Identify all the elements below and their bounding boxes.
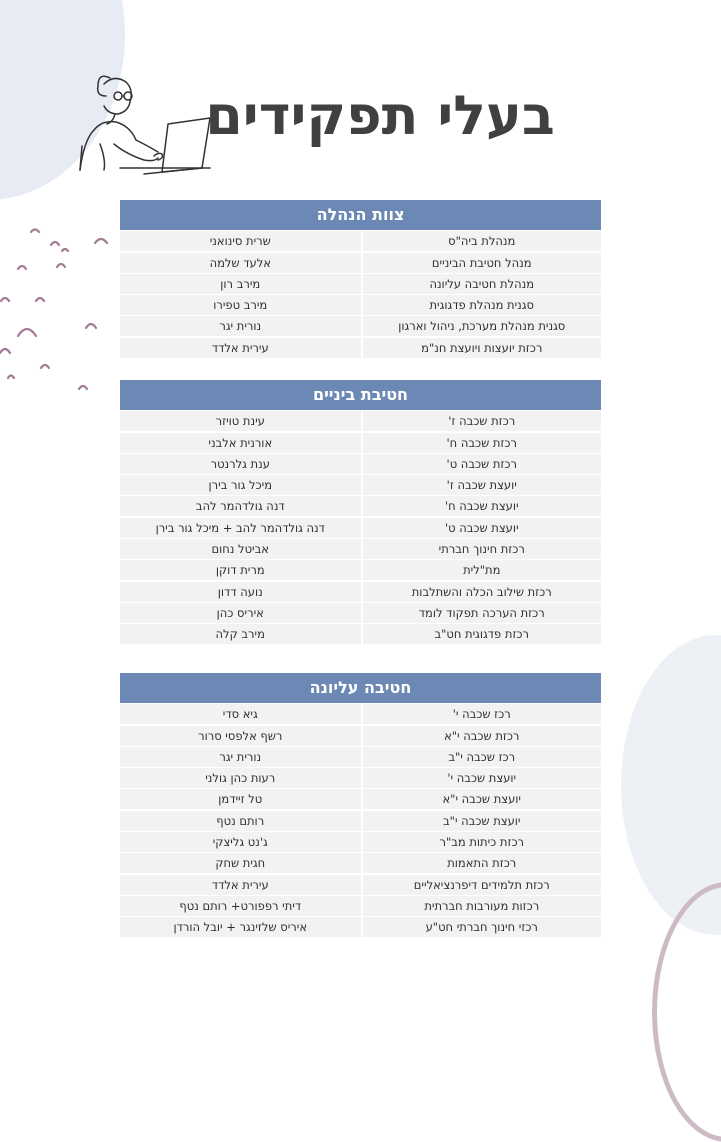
role-cell: יועצת שכבה ט' (361, 518, 602, 538)
name-cell: גיא סדי (120, 704, 361, 724)
name-cell: טל זיידמן (120, 789, 361, 809)
name-cell: אביטל נחום (120, 539, 361, 559)
section-middle-school (120, 380, 601, 644)
table-row (120, 475, 601, 495)
role-cell: מת"לית (361, 560, 602, 580)
section-header: חטיבת ביניים (120, 380, 601, 410)
section-header: חטיבה עליונה (120, 673, 601, 703)
table-row (120, 231, 601, 251)
table-row (120, 433, 601, 453)
role-cell: רכזת פדגוגית חט"ב (361, 624, 602, 644)
role-cell: רכזת התאמות (361, 853, 602, 873)
name-cell: דנה גולדהמר להב (120, 496, 361, 516)
name-cell: עירית אלדד (120, 338, 361, 358)
role-cell: מנהלת חטיבה עליונה (361, 274, 602, 294)
role-cell: יועצת שכבה י' (361, 768, 602, 788)
role-cell: יועצת שכבה י"א (361, 789, 602, 809)
name-cell: חגית שחק (120, 853, 361, 873)
role-cell: מנהלת ביה"ס (361, 231, 602, 251)
table-row (120, 274, 601, 294)
table-row (120, 539, 601, 559)
role-cell: רכזת יועצות ויועצת חנ"מ (361, 338, 602, 358)
name-cell: אורנית אלבני (120, 433, 361, 453)
name-cell: ג'נט גליצקי (120, 832, 361, 852)
name-cell: דיתי רפפורט+ רותם נטף (120, 896, 361, 916)
role-cell: רכזת שכבה י"א (361, 726, 602, 746)
table-row (120, 917, 601, 937)
name-cell: מירב רון (120, 274, 361, 294)
decorative-arc-bottom-right (652, 882, 721, 1142)
name-cell: ענת גלרנטר (120, 454, 361, 474)
name-cell: מירב קלה (120, 624, 361, 644)
table-row (120, 338, 601, 358)
name-cell: איריס כהן (120, 603, 361, 623)
table-row (120, 747, 601, 767)
name-cell: מרית דוקן (120, 560, 361, 580)
role-cell: סגנית מנהלת מערכת, ניהול וארגון (361, 316, 602, 336)
role-cell: יועצת שכבה ח' (361, 496, 602, 516)
table-row (120, 603, 601, 623)
role-cell: יועצת שכבה י"ב (361, 811, 602, 831)
table-row (120, 253, 601, 273)
role-cell: רכזת חינוך חברתי (361, 539, 602, 559)
table-row (120, 726, 601, 746)
role-cell: רכזי חינוך חברתי חט"ע (361, 917, 602, 937)
name-cell: איריס שלזינגר + יובל הורדן (120, 917, 361, 937)
table-row (120, 704, 601, 724)
role-cell: סגנית מנהלת פדגוגית (361, 295, 602, 315)
name-cell: נורית יגר (120, 316, 361, 336)
page-title: בעלי תפקידים (205, 84, 555, 147)
role-cell: רכז שכבה י"ב (361, 747, 602, 767)
role-cell: רכזת שכבה ז' (361, 411, 602, 431)
woman-laptop-illustration (70, 68, 215, 178)
role-cell: רכזת תלמידים דיפרנציאליים (361, 875, 602, 895)
name-cell: אלעד שלמה (120, 253, 361, 273)
name-cell: עינת טויזר (120, 411, 361, 431)
name-cell: נורית יגר (120, 747, 361, 767)
table-row (120, 316, 601, 336)
role-cell: רכזת שכבה ח' (361, 433, 602, 453)
name-cell: רותם נטף (120, 811, 361, 831)
role-cell: רכזת כיתות מב"ר (361, 832, 602, 852)
table-row (120, 295, 601, 315)
name-cell: דנה גולדהמר להב + מיכל גור בירן (120, 518, 361, 538)
section-high-school (120, 673, 601, 937)
table-row (120, 811, 601, 831)
table-row (120, 853, 601, 873)
section-management (120, 200, 601, 358)
table-row (120, 560, 601, 580)
table-row (120, 582, 601, 602)
table-row (120, 518, 601, 538)
table-row (120, 624, 601, 644)
name-cell: שרית סינואני (120, 231, 361, 251)
table-row (120, 411, 601, 431)
role-cell: רכז שכבה י' (361, 704, 602, 724)
name-cell: מירב טפירו (120, 295, 361, 315)
decorative-arcs-pattern (0, 225, 115, 395)
name-cell: מיכל גור בירן (120, 475, 361, 495)
name-cell: נועה דדון (120, 582, 361, 602)
role-cell: רכזת שכבה ט' (361, 454, 602, 474)
table-row (120, 789, 601, 809)
table-row (120, 832, 601, 852)
table-row (120, 896, 601, 916)
table-row (120, 496, 601, 516)
section-header: צוות הנהלה (120, 200, 601, 230)
table-row (120, 875, 601, 895)
table-row (120, 768, 601, 788)
role-cell: מנהל חטיבת הביניים (361, 253, 602, 273)
role-cell: רכזת שילוב הכלה והשתלבות (361, 582, 602, 602)
role-cell: רכזות מעורבות חברתית (361, 896, 602, 916)
table-row (120, 454, 601, 474)
name-cell: רשף אלפסי סרור (120, 726, 361, 746)
role-cell: רכזת הערכה תפקוד לומד (361, 603, 602, 623)
name-cell: עירית אלדד (120, 875, 361, 895)
role-cell: יועצת שכבה ז' (361, 475, 602, 495)
name-cell: רעות כהן גולני (120, 768, 361, 788)
